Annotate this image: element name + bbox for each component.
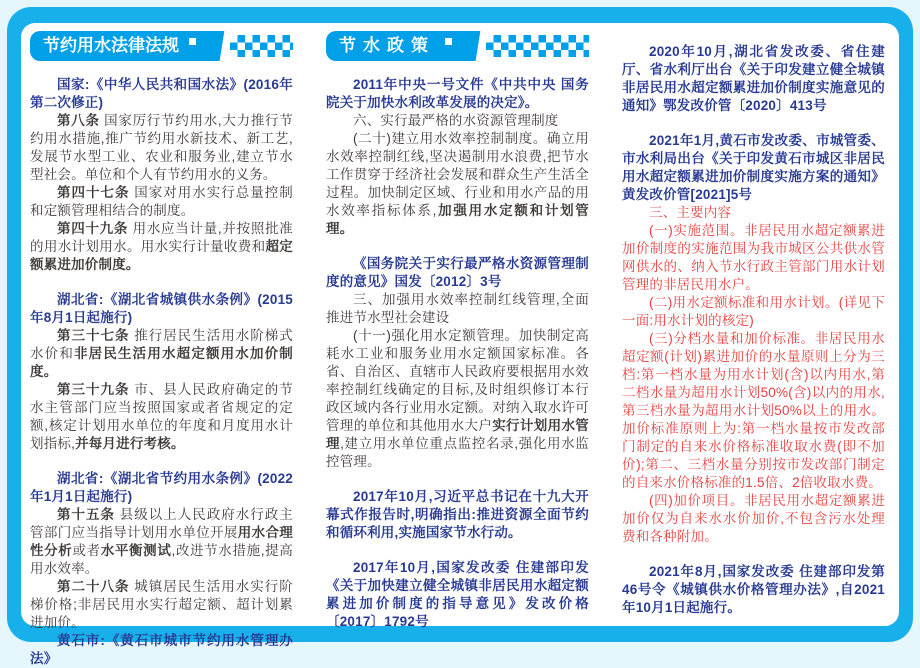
- column-water-laws: [30, 31, 294, 666]
- paragraph: [622, 132, 885, 204]
- text-run: 2017年10月,国家发改委 住建部印发《关于加快建立健全城镇非居民用水超定额累进加价制度的指导意见》发改价格〔2017〕1792号: [326, 560, 589, 629]
- text-run: 水平衡测试: [100, 543, 172, 558]
- paragraph: [30, 291, 293, 327]
- paragraph: [30, 76, 293, 112]
- text-run: 2021年8月,国家发改委 住建部印发第46号令《城镇供水价格管理办法》,自2021年10月1日起施行。: [622, 564, 885, 615]
- paragraph: [30, 220, 293, 274]
- text-run: 加强用水定额和计划管理。: [326, 203, 590, 236]
- text-run: 国家:《中华人民共和国水法》(2016年第二次修正): [30, 77, 293, 110]
- paragraph-list-laws: [30, 76, 293, 668]
- text-run: 非居民生活用水超定额用水加价制度。: [30, 346, 293, 379]
- paragraph: [622, 563, 885, 617]
- paragraph: [622, 43, 885, 115]
- paragraph: [326, 255, 589, 291]
- text-run: ,建立用水单位重点监控名录,强化用水监控管理。: [326, 436, 589, 469]
- text-run: 第二十八条: [57, 579, 130, 594]
- text-run: 第四十九条: [57, 221, 129, 236]
- section-header-policy: [326, 31, 589, 61]
- text-run: 2021年1月,黄石市发改委、市城管委、市水利局出台《关于印发黄石市城区非居民用水超定额累进加价制度实施方案的通知》黄发改价管[2021]5号: [622, 133, 885, 202]
- columns-wrapper: [30, 31, 892, 666]
- text-run: 或者: [72, 543, 101, 558]
- text-run: 市、县人民政府确定的节水主管部门应当按照国家或者省规定的定额,核定计划用水单位的年度和月度用水计划指标,: [30, 382, 293, 451]
- text-run: 用水应当计量,并按照批准的用水计划用水。用水实行计量收费和: [30, 221, 294, 254]
- paragraph: [30, 632, 293, 668]
- text-run: 国家厉行节约用水,大力推行节约用水措施,推广节约用水新技术、新工艺,发展节水型工业、农业和服务业,建立节水型社会。单位和个人有节约用水的义务。: [30, 113, 293, 182]
- paragraph: [622, 294, 885, 330]
- checker-square-icon: [189, 38, 196, 45]
- text-run: 2017年10月,习近平总书记在十九大开幕式作报告时,明确指出:推进资源全面节约和循环利用,实施国家节水行动。: [326, 489, 589, 540]
- paragraph: [326, 291, 589, 327]
- text-run: 国家对用水实行总量控制和定额管理相结合的制度。: [30, 185, 293, 218]
- text-run: 用水合理性分析: [30, 525, 293, 558]
- checker-square-icon: [445, 38, 452, 45]
- text-run: 黄石市:《黄石市城市节约用水管理办法》: [30, 633, 293, 666]
- paragraph: [622, 222, 885, 294]
- section-header-box: [326, 31, 474, 61]
- section-header-box: [30, 31, 218, 61]
- text-run: 第十五条: [57, 507, 116, 522]
- text-run: 实行计划用水管理: [326, 418, 589, 451]
- text-run: (二)用水定额标准和用水计划。(详见下一面:用水计划的核定): [622, 295, 885, 328]
- text-run: 城镇居民生活用水实行阶梯价格;非居民用水实行超定额、超计划累进加价。: [30, 579, 293, 630]
- text-run: 并每月进行考核。: [75, 436, 185, 451]
- paragraph: [30, 327, 293, 381]
- paragraph: [326, 488, 589, 542]
- text-run: 县级以上人民政府水行政主管部门应当指导计划用水单位开展: [30, 507, 293, 540]
- paragraph-list-policy: [326, 76, 589, 631]
- paragraph: [30, 184, 293, 220]
- checkerboard-decoration: [230, 35, 293, 57]
- column-water-policy: [326, 31, 590, 629]
- text-run: ,改进节水措施,提高用水效率。: [30, 543, 293, 576]
- paragraph-list-continued: [622, 31, 885, 620]
- paragraph: [622, 204, 885, 222]
- paragraph: [326, 559, 589, 631]
- paragraph: [326, 327, 589, 471]
- text-run: 2011年中央一号文件《中共中央 国务院关于加快水利改革发展的决定》。: [326, 77, 589, 110]
- checkerboard-decoration: [486, 35, 589, 57]
- section-header-label: 节水政策: [339, 36, 435, 55]
- section-header-laws: [30, 31, 293, 61]
- text-run: (二十)建立用水效率控制制度。确立用水效率控制红线,坚决遏制用水浪费,把节水工作贯穿于经济社会发展和群众生产生活全过程。加快制定区域、行业和用水产品的用水效率指标体系,: [326, 131, 589, 218]
- text-run: 第三十七条: [57, 328, 130, 343]
- text-run: 第三十九条: [57, 382, 130, 397]
- page-frame: [7, 7, 913, 666]
- paragraph: [30, 506, 293, 578]
- text-run: 三、加强用水效率控制红线管理,全面推进节水型社会建设: [326, 292, 589, 325]
- paragraph: [326, 130, 589, 238]
- text-run: 第四十七条: [57, 185, 130, 200]
- text-run: 三、主要内容: [649, 205, 732, 220]
- text-run: (十一)强化用水定额管理。加快制定高耗水工业和服务业用水定额国家标准。各省、自治区、直辖市人民政府要根据用水效率控制红线确定的目标,及时组织修订本行政区域内各行业用水定额。对纳入取水许可管理的单位和其他用水大户: [326, 328, 589, 433]
- text-run: 六、实行最严格的水资源管理制度: [353, 113, 559, 128]
- paragraph: [30, 381, 293, 453]
- page-sheet: [21, 23, 899, 666]
- paragraph: [326, 112, 589, 130]
- text-run: 超定额累进加价制度。: [30, 239, 293, 272]
- text-run: 第八条: [57, 113, 100, 128]
- column-policy-continued: [622, 31, 885, 620]
- text-run: 湖北省:《湖北省节约用水条例》(2022年1月1日起施行): [30, 471, 293, 504]
- paragraph: [30, 578, 293, 632]
- text-run: (四)加价项目。非居民用水超定额累进加价仅为自来水水价加价,不包含污水处理费和各种附加。: [622, 493, 885, 544]
- text-run: (三)分档水量和加价标准。非居民用水超定额(计划)累进加价的水量原则上分为三档:第一档水量为用水计划(含)以内用水,第二档水量为超用水计划50%(含)以内的用水,第三档水量为超用水计划50%以上的用水。加价标准原则上为:第一档水量按市发改部门制定的自来水价格标准收取水费(即不加价);第二、三档水量分别按市发改部门制定的自来水价格标准的1.5倍、2倍收取水费。: [622, 331, 885, 490]
- paragraph: [622, 492, 885, 546]
- paragraph: [622, 330, 885, 492]
- paragraph: [326, 76, 589, 112]
- text-run: 湖北省:《湖北省城镇供水条例》(2015年8月1日起施行): [30, 292, 293, 325]
- section-header-label: 节约用水法律法规: [43, 36, 179, 55]
- paragraph: [30, 470, 293, 506]
- paragraph: [30, 112, 293, 184]
- text-run: (一)实施范围。非居民用水超定额累进加价制度的实施范围为我市城区公共供水管网供水的、纳入节水行政主管部门用水计划管理的非居民用水户。: [622, 223, 885, 292]
- text-run: 《国务院关于实行最严格水资源管理制度的意见》国发〔2012〕3号: [326, 256, 589, 289]
- text-run: 推行居民生活用水阶梯式水价和: [30, 328, 293, 361]
- text-run: 2020年10月,湖北省发改委、省住建厅、省水利厅出台《关于印发建立健全城镇非居民用水超定额累进加价制度实施意见的通知》鄂发改价管〔2020〕413号: [622, 44, 885, 113]
